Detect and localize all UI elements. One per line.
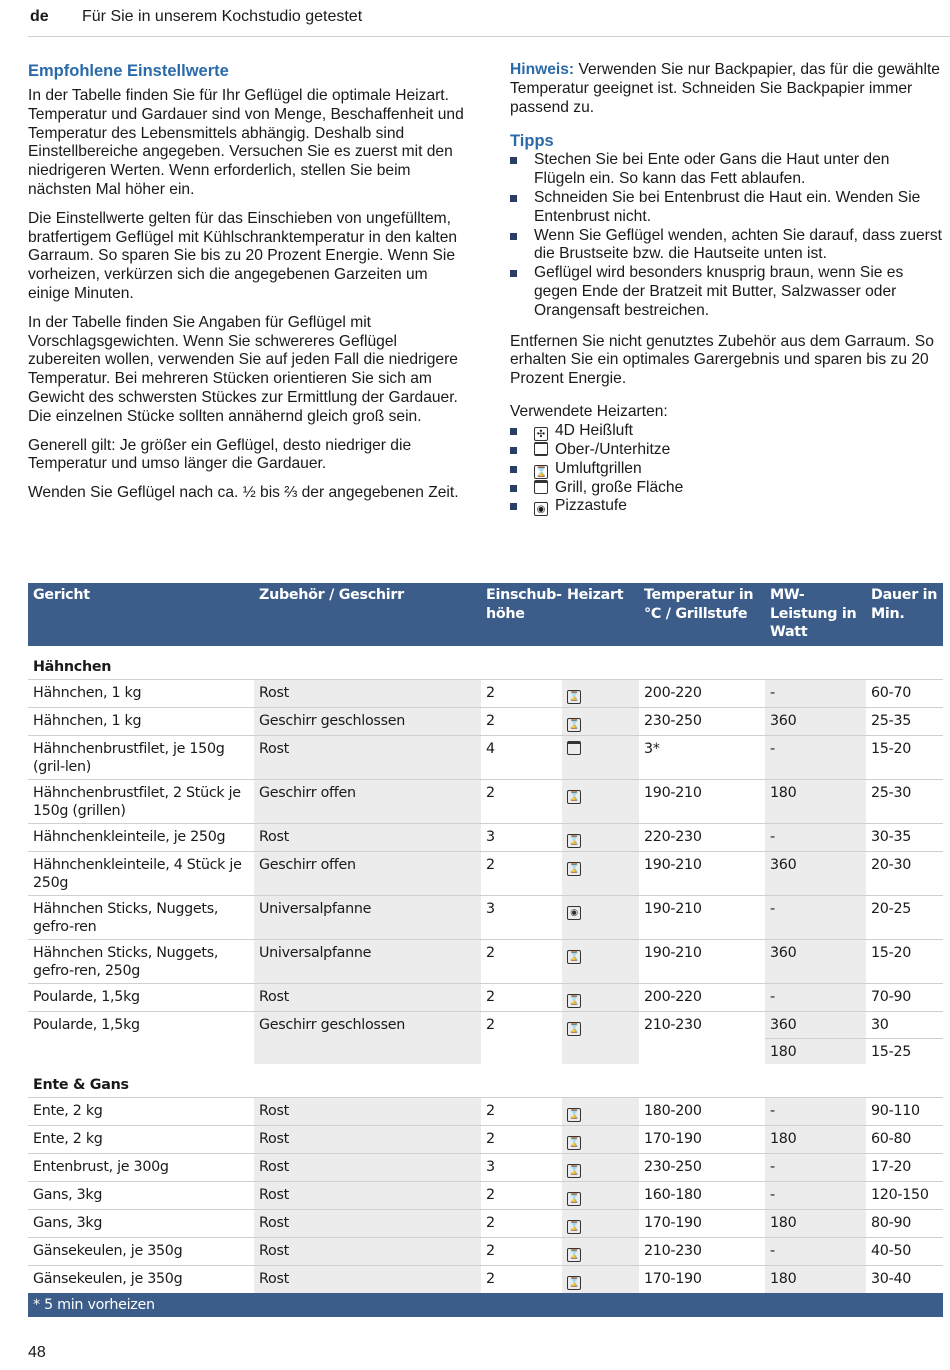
- column-header: Heizart: [562, 583, 639, 646]
- section-heading: Empfohlene Einstellwerte: [28, 62, 229, 80]
- right-column: [510, 61, 942, 528]
- convection-grill-icon: ⌛: [568, 1138, 580, 1148]
- column-header: Dauer in Min.: [866, 583, 943, 646]
- heating-mode-item: ⌛ Umluftgrillen: [510, 460, 942, 479]
- list-item: Schneiden Sie bei Entenbrust die Haut ein. Wenden Sie Entenbrust nicht.: [510, 189, 942, 227]
- convection-grill-icon: ⌛: [568, 1194, 580, 1204]
- table-footnote-row: [28, 1293, 943, 1317]
- square-bullet-icon: [510, 157, 517, 164]
- table-row: Gans, 3kg Rost 2 ⌛ 170-190 180 80-90: [28, 1210, 943, 1238]
- column-header: MW-Leistung in Watt: [765, 583, 866, 646]
- table-row: Hähnchen Sticks, Nuggets, gefro-ren, 250g Universalpfanne 2 ⌛ 190-210 360 15-20: [28, 939, 943, 983]
- table-row: Gans, 3kg Rost 2 ⌛ 160-180 - 120-150: [28, 1182, 943, 1210]
- language-tag: de: [30, 8, 49, 25]
- grill-large-icon: [534, 480, 548, 494]
- page-number: 48: [28, 1344, 46, 1361]
- heating-mode-item: ◉ Pizzastufe: [510, 497, 942, 516]
- table-row: Ente, 2 kg Rost 2 ⌛ 180-200 - 90-110: [28, 1098, 943, 1126]
- header-divider: [28, 36, 950, 37]
- paragraph: Wenden Sie Geflügel nach ca. ½ bis ⅔ der angegebenen Zeit.: [28, 484, 459, 502]
- convection-grill-icon: ⌛: [568, 951, 580, 962]
- table-row: Hähnchenbrustfilet, 2 Stück je 150g (grillen) Geschirr offen 2 ⌛ 190-210 180 25-30: [28, 779, 943, 823]
- grill-large-icon: [567, 741, 581, 755]
- list-item: Geflügel wird besonders knusprig braun, wenn Sie es gegen Ende der Bratzeit mit Butter, Salzwasser oder Orangensaft bestreichen.: [510, 264, 942, 320]
- square-bullet-icon: [510, 447, 517, 454]
- table-row: Hähnchen, 1 kg Rost 2 ⌛ 200-220 - 60-70: [28, 679, 943, 707]
- convection-grill-icon: ⌛: [568, 995, 580, 1006]
- group-title: Hähnchen: [28, 646, 943, 680]
- list-item: Stechen Sie bei Ente oder Gans die Haut unter den Flügeln ein. So kann das Fett ablaufen.: [510, 151, 942, 189]
- modes-intro: Verwendete Heizarten:: [510, 402, 668, 420]
- column-header: Einschub-höhe: [481, 583, 562, 646]
- convection-grill-icon: ⌛: [568, 791, 580, 802]
- paragraph: Die Einstellwerte gelten für das Einschieben von ungefülltem, bratfertigem Geflügel mit Kühlschranktemperatur in den kalten Garraum. So sparen Sie bis zu 20 Prozent Energie. Wenn Sie vorheizen, verkürzen sich die angegebenen Garzeiten um einige Minuten.: [28, 209, 458, 302]
- hint-text: Verwenden Sie nur Backpapier, das für die gewählte Temperatur geeignet ist. Schneiden Sie Backpapier immer passend zu.: [510, 61, 940, 116]
- column-header: Temperatur in °C / Grillstufe: [639, 583, 765, 646]
- paragraph: Entfernen Sie nicht genutztes Zubehör aus dem Garraum. So erhalten Sie ein optimales Garergebnis und sparen bis zu 20 Prozent Energie.: [510, 332, 934, 388]
- convection-grill-icon: ⌛: [568, 1222, 580, 1232]
- convection-grill-icon: ⌛: [568, 1023, 580, 1034]
- footnote: * 5 min vorheizen: [28, 1293, 943, 1317]
- square-bullet-icon: [510, 270, 517, 277]
- header-title: Für Sie in unserem Kochstudio getestet: [82, 8, 363, 25]
- square-bullet-icon: [510, 503, 517, 510]
- paragraph: In der Tabelle finden Sie Angaben für Geflügel mit Vorschlagsgewichten. Wenn Sie schwereres Geflügel zubereiten wollen, verwenden Sie auf jeden Fall die niedrigere Temperatur. Bei mehreren Stücken orientieren Sie sich am Gewicht des schwersten Stückes zur Ermittlung der Gardauer. Die einzelnen Stücke sollten annähernd gleich groß sein.: [28, 313, 458, 425]
- group-title: Ente & Gans: [28, 1064, 943, 1098]
- convection-grill-icon: ⌛: [568, 1110, 580, 1120]
- heating-modes-list: [510, 422, 942, 517]
- square-bullet-icon: [510, 428, 517, 435]
- table-row: 180 15-25: [28, 1039, 943, 1065]
- table-row: Hähnchen Sticks, Nuggets, gefro-ren Universalpfanne 3 ◉ 190-210 - 20-25: [28, 895, 943, 939]
- convection-grill-icon: ⌛: [568, 691, 580, 702]
- column-header: Gericht: [28, 583, 254, 646]
- hint-label: Hinweis:: [510, 61, 575, 78]
- table-row: Poularde, 1,5kg Geschirr geschlossen 2 ⌛ 210-230 360 30: [28, 1011, 943, 1039]
- table-row: Ente, 2 kg Rost 2 ⌛ 170-190 180 60-80: [28, 1126, 943, 1154]
- table-row: Gänsekeulen, je 350g Rost 2 ⌛ 170-190 180 30-40: [28, 1266, 943, 1294]
- heating-mode-item: Ober-/Unterhitze: [510, 441, 942, 460]
- settings-table: [28, 583, 943, 1317]
- square-bullet-icon: [510, 485, 517, 492]
- left-column: [28, 61, 468, 513]
- tips-list: [510, 151, 942, 320]
- pizza-setting-icon: ◉: [567, 906, 581, 920]
- table-group-row: [28, 1064, 943, 1098]
- table-row: Entenbrust, je 300g Rost 3 ⌛ 230-250 - 17-20: [28, 1154, 943, 1182]
- hint-paragraph: [510, 61, 942, 117]
- heating-mode-item: ✣ 4D Heißluft: [510, 422, 942, 441]
- square-bullet-icon: [510, 466, 517, 473]
- table-row: Poularde, 1,5kg Rost 2 ⌛ 200-220 - 70-90: [28, 983, 943, 1011]
- convection-grill-icon: ⌛: [535, 466, 548, 478]
- table-row: Hähnchen, 1 kg Geschirr geschlossen 2 ⌛ 230-250 360 25-35: [28, 707, 943, 735]
- top-bottom-heat-icon: [534, 442, 548, 456]
- convection-grill-icon: ⌛: [568, 835, 580, 846]
- convection-grill-icon: ⌛: [568, 1278, 580, 1288]
- convection-grill-icon: ⌛: [568, 863, 580, 874]
- page-header: [0, 0, 950, 40]
- table-group-row: [28, 646, 943, 680]
- table-header-row: [28, 583, 943, 646]
- convection-grill-icon: ⌛: [568, 719, 580, 730]
- pizza-setting-icon: ◉: [534, 502, 548, 516]
- paragraph: In der Tabelle finden Sie für Ihr Geflügel die optimale Heizart. Temperatur und Gardauer sind von Menge, Beschaffenheit und Temperatur des Lebensmittels abhängig. Deshalb sind Einstellbereiche angegeben. Versuchen Sie es zuerst mit den niedrigeren Werten. Wenn erforderlich, stellen Sie beim nächsten Mal höher ein.: [28, 87, 464, 198]
- paragraph: Generell gilt: Je größer ein Geflügel, desto niedriger die Temperatur und umso länger die Gardauer.: [28, 436, 412, 473]
- square-bullet-icon: [510, 195, 517, 202]
- table-row: Gänsekeulen, je 350g Rost 2 ⌛ 210-230 - 40-50: [28, 1238, 943, 1266]
- tips-heading: Tipps: [510, 132, 554, 151]
- hot-air-4d-icon: ✣: [534, 427, 548, 441]
- table-row: Hähnchenbrustfilet, je 150g (gril-len) Rost 4 3* - 15-20: [28, 735, 943, 779]
- column-header: Zubehör / Geschirr: [254, 583, 481, 646]
- convection-grill-icon: ⌛: [568, 1166, 580, 1176]
- table-row: Hähnchenkleinteile, je 250g Rost 3 ⌛ 220-230 - 30-35: [28, 823, 943, 851]
- list-item: Wenn Sie Geflügel wenden, achten Sie darauf, dass zuerst die Brustseite bzw. die Hautseite unten ist.: [510, 227, 942, 265]
- square-bullet-icon: [510, 233, 517, 240]
- convection-grill-icon: ⌛: [568, 1250, 580, 1260]
- heating-mode-item: Grill, große Fläche: [510, 479, 942, 498]
- table-row: Hähnchenkleinteile, 4 Stück je 250g Geschirr offen 2 ⌛ 190-210 360 20-30: [28, 851, 943, 895]
